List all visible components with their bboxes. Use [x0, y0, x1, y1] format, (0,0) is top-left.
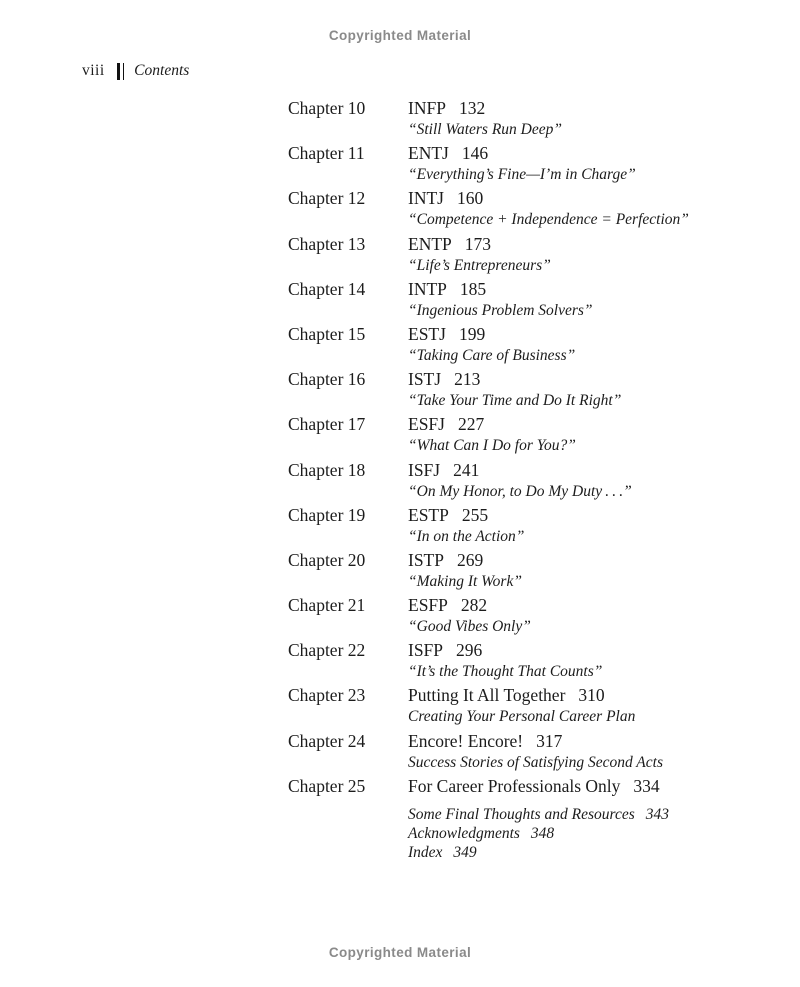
chapter-subtitle: “What Can I Do for You?” [408, 437, 576, 455]
back-matter-page-number: 349 [453, 843, 477, 861]
chapter-body [408, 458, 758, 501]
chapter-title-line [408, 232, 758, 256]
chapter-body [408, 683, 758, 726]
chapter-body [408, 232, 758, 275]
toc-chapter-entry [288, 729, 758, 772]
chapter-subtitle: “Everything’s Fine—I’m in Charge” [408, 166, 636, 184]
chapter-title-line [408, 593, 758, 617]
toc-chapter-entry [288, 548, 758, 591]
chapter-subtitle: “Still Waters Run Deep” [408, 121, 563, 138]
chapter-body [408, 412, 758, 455]
toc-chapter-entry [288, 232, 758, 275]
chapter-label: Chapter 10 [288, 98, 366, 118]
chapter-title-line [408, 96, 758, 120]
back-matter-title: Index [408, 843, 443, 861]
chapter-title-line [408, 729, 758, 753]
chapter-title-line [408, 412, 758, 436]
chapter-body [408, 638, 758, 681]
chapter-title: ISTP [408, 549, 444, 570]
chapter-page-number: 173 [464, 233, 491, 254]
running-head-title: Contents [134, 62, 190, 79]
chapter-body [408, 322, 758, 365]
back-matter-entry [408, 805, 758, 824]
chapter-page-number: 269 [456, 549, 484, 570]
chapter-label: Chapter 12 [288, 188, 366, 209]
chapter-page-number: 334 [633, 775, 660, 796]
toc-chapter-entry [288, 503, 758, 546]
chapter-title: For Career Professionals Only [408, 775, 621, 796]
chapter-page-number: 160 [456, 188, 484, 209]
chapter-subtitle: Creating Your Personal Career Plan [408, 708, 636, 726]
chapter-subtitle: “Taking Care of Business” [408, 346, 576, 364]
toc-chapter-entry [288, 412, 758, 455]
chapter-label: Chapter 20 [288, 549, 366, 570]
toc-chapter-entry [288, 638, 758, 681]
toc-chapter-entry [288, 458, 758, 501]
chapter-title-line [408, 458, 758, 482]
chapter-label: Chapter 24 [288, 730, 366, 751]
toc-chapter-entry [288, 593, 758, 636]
chapter-title: ENTJ [408, 143, 449, 164]
back-matter-title: Some Final Thoughts and Resources [408, 805, 635, 823]
chapter-title: Putting It All Together [408, 685, 566, 706]
chapter-body [408, 729, 758, 772]
chapter-title: INTP [408, 278, 447, 299]
chapter-title: ENTP [408, 233, 452, 254]
chapter-body [408, 774, 758, 798]
chapter-label: Chapter 19 [288, 504, 366, 525]
toc-chapter-entry [288, 96, 758, 139]
chapter-title: INFP [408, 98, 446, 118]
chapter-body [408, 503, 758, 546]
chapter-label: Chapter 22 [288, 640, 366, 661]
chapter-page-number: 213 [454, 369, 481, 390]
chapter-page-number: 146 [461, 143, 489, 164]
chapter-title-line [408, 367, 758, 391]
chapter-page-number: 227 [457, 414, 485, 435]
back-matter-entry [408, 824, 758, 843]
chapter-body [408, 367, 758, 410]
chapter-title-line [408, 186, 758, 210]
chapter-title-line [408, 322, 758, 346]
chapter-title: ISFP [408, 640, 444, 661]
toc-chapter-entry [288, 774, 758, 798]
chapter-page-number: 255 [461, 504, 489, 525]
chapter-label: Chapter 11 [288, 143, 365, 164]
chapter-label: Chapter 23 [288, 685, 366, 706]
chapter-label: Chapter 17 [288, 414, 366, 435]
chapter-label: Chapter 14 [288, 278, 366, 299]
double-bar-divider-icon [117, 63, 125, 80]
chapter-title-line [408, 141, 758, 165]
chapter-label: Chapter 18 [288, 459, 366, 480]
chapter-page-number: 199 [458, 323, 486, 344]
table-of-contents [288, 96, 758, 862]
toc-list [288, 96, 758, 798]
chapter-page-number: 185 [459, 278, 487, 299]
chapter-subtitle: “Ingenious Problem Solvers” [408, 301, 593, 319]
chapter-subtitle: “Take Your Time and Do It Right” [408, 392, 622, 410]
chapter-subtitle: “Competence + Independence = Perfection” [408, 211, 689, 229]
chapter-body [408, 186, 758, 229]
chapter-title: ESFP [408, 595, 448, 616]
running-head [82, 62, 189, 80]
back-matter-title: Acknowledgments [408, 824, 520, 842]
chapter-label: Chapter 25 [288, 775, 366, 796]
copyright-banner-top: Copyrighted Material [328, 28, 472, 43]
chapter-title-line [408, 503, 758, 527]
copyright-banner-bottom: Copyrighted Material [328, 945, 472, 960]
chapter-subtitle: “It’s the Thought That Counts” [408, 663, 603, 681]
toc-chapter-entry [288, 141, 758, 184]
chapter-title: Encore! Encore! [408, 730, 524, 751]
toc-chapter-entry [288, 322, 758, 365]
chapter-body [408, 593, 758, 636]
chapter-title-line [408, 683, 758, 707]
chapter-subtitle: “In on the Action” [408, 527, 525, 545]
chapter-subtitle: “On My Honor, to Do My Duty . . .” [408, 482, 632, 500]
chapter-page-number: 296 [456, 640, 483, 661]
chapter-label: Chapter 15 [288, 323, 366, 344]
chapter-subtitle: “Life’s Entrepreneurs” [408, 256, 551, 274]
chapter-title: ESTP [408, 504, 449, 525]
chapter-page-number: 132 [458, 98, 486, 118]
chapter-title-line [408, 638, 758, 662]
toc-chapter-entry [288, 277, 758, 320]
chapter-title-line [408, 548, 758, 572]
chapter-body [408, 141, 758, 184]
chapter-page-number: 310 [578, 685, 605, 706]
chapter-title: ESFJ [408, 414, 445, 435]
chapter-title: INTJ [408, 188, 444, 209]
back-matter-page-number: 343 [645, 805, 669, 823]
chapter-page-number: 317 [536, 730, 563, 751]
back-matter-entry [408, 843, 758, 862]
chapter-title-line [408, 774, 758, 798]
back-matter-list [408, 805, 758, 862]
chapter-page-number: 241 [453, 459, 480, 480]
page-folio: viii [82, 62, 105, 79]
chapter-title: ESTJ [408, 323, 446, 344]
toc-chapter-entry [288, 683, 758, 726]
chapter-label: Chapter 13 [288, 233, 366, 254]
toc-chapter-entry [288, 367, 758, 410]
back-matter-page-number: 348 [530, 824, 555, 842]
chapter-subtitle: “Making It Work” [408, 572, 522, 590]
chapter-page-number: 282 [460, 595, 488, 616]
chapter-label: Chapter 21 [288, 595, 366, 616]
chapter-subtitle: Success Stories of Satisfying Second Acts [408, 753, 663, 771]
chapter-title: ISFJ [408, 459, 441, 480]
chapter-body [408, 548, 758, 591]
chapter-title: ISTJ [408, 369, 442, 390]
chapter-body [408, 277, 758, 320]
chapter-subtitle: “Good Vibes Only” [408, 618, 531, 636]
chapter-title-line [408, 277, 758, 301]
chapter-label: Chapter 16 [288, 369, 366, 390]
chapter-body [408, 96, 758, 139]
toc-chapter-entry [288, 186, 758, 229]
